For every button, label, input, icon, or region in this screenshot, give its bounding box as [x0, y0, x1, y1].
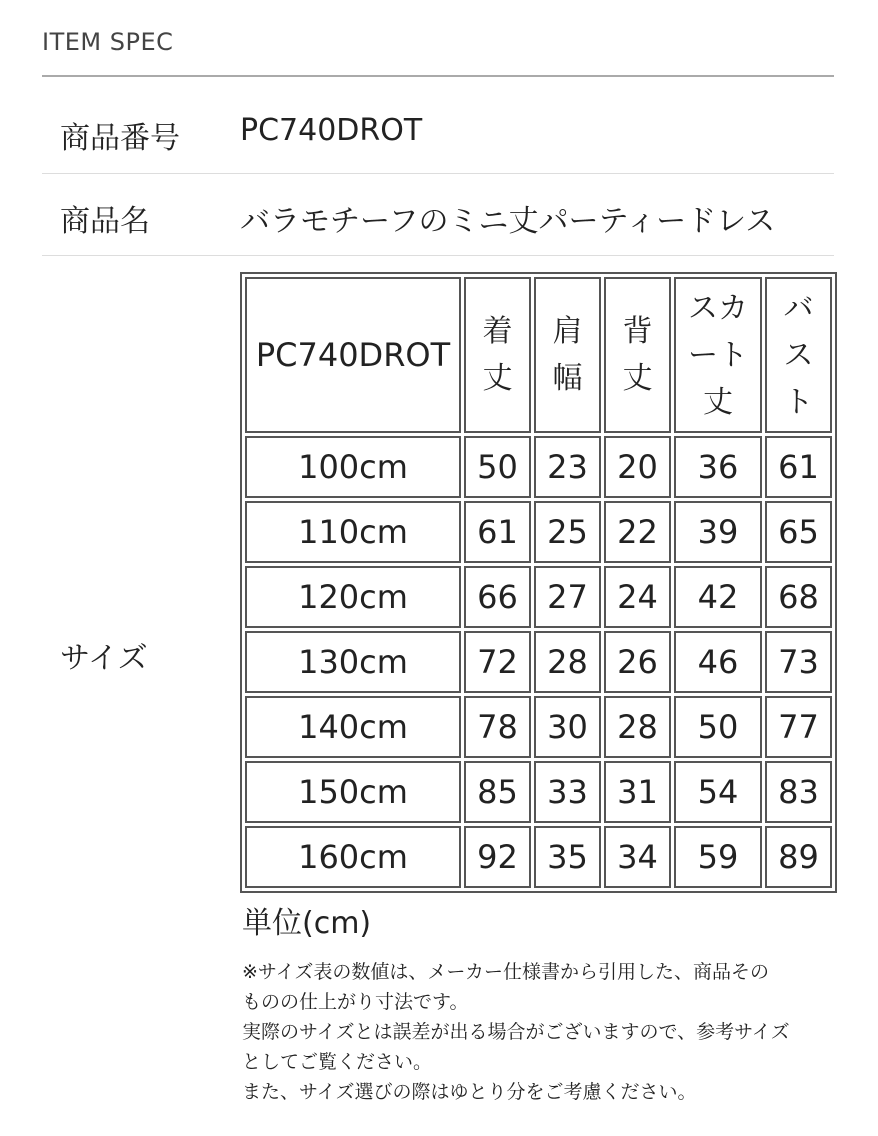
note-line: としてご覧ください。	[242, 1051, 433, 1073]
value-cell: 59	[674, 826, 762, 888]
value-cell: 27	[534, 566, 601, 628]
product-code-label: 商品番号	[60, 121, 180, 156]
size-table-header-back-length	[604, 277, 671, 433]
table-row	[245, 566, 832, 628]
value-cell: 61	[765, 436, 832, 498]
table-row	[245, 501, 832, 563]
table-row	[245, 761, 832, 823]
value-cell: 35	[534, 826, 601, 888]
value-cell: 50	[674, 696, 762, 758]
product-name-label: 商品名	[60, 204, 150, 239]
value-cell: 73	[765, 631, 832, 693]
value-cell: 66	[464, 566, 531, 628]
value-cell: 33	[534, 761, 601, 823]
value-cell: 65	[765, 501, 832, 563]
value-cell: 42	[674, 566, 762, 628]
size-table-header-text: スカート丈	[688, 290, 748, 420]
value-cell: 83	[765, 761, 832, 823]
value-cell: 68	[765, 566, 832, 628]
unit-label: 単位(cm)	[242, 906, 372, 941]
value-cell: 50	[464, 436, 531, 498]
value-cell: 46	[674, 631, 762, 693]
table-row	[245, 631, 832, 693]
table-row	[245, 436, 832, 498]
value-cell: 28	[604, 696, 671, 758]
table-row	[245, 826, 832, 888]
size-table-header-bust	[765, 277, 832, 433]
value-cell: 72	[464, 631, 531, 693]
size-table-header-text: 着丈	[482, 314, 513, 396]
value-cell: 22	[604, 501, 671, 563]
size-label: サイズ	[60, 641, 148, 676]
size-table-header-length	[464, 277, 531, 433]
value-cell: 34	[604, 826, 671, 888]
size-table-header-text: バスト	[783, 290, 814, 420]
value-cell: 61	[464, 501, 531, 563]
spec-row-product-code	[42, 78, 834, 174]
value-cell: 30	[534, 696, 601, 758]
size-cell: 160cm	[245, 826, 461, 888]
value-cell: 36	[674, 436, 762, 498]
size-table-header-shoulder	[534, 277, 601, 433]
note-line: ものの仕上がり寸法です。	[242, 991, 469, 1013]
size-cell: 100cm	[245, 436, 461, 498]
size-cell: 130cm	[245, 631, 461, 693]
value-cell: 89	[765, 826, 832, 888]
value-cell: 54	[674, 761, 762, 823]
value-cell: 23	[534, 436, 601, 498]
size-table-header-row	[245, 277, 832, 433]
value-cell: 26	[604, 631, 671, 693]
note-line: 実際のサイズとは誤差が出る場合がございますので、参考サイズ	[242, 1021, 790, 1043]
value-cell: 92	[464, 826, 531, 888]
value-cell: 77	[765, 696, 832, 758]
size-table-header-text: 背丈	[622, 314, 653, 396]
spec-row-product-name	[42, 174, 834, 256]
size-cell: 150cm	[245, 761, 461, 823]
size-cell: 110cm	[245, 501, 461, 563]
value-cell: 31	[604, 761, 671, 823]
size-notes	[242, 957, 832, 1107]
note-line: ※サイズ表の数値は、メーカー仕様書から引用した、商品その	[242, 961, 770, 983]
value-cell: 25	[534, 501, 601, 563]
title-divider	[42, 75, 834, 77]
size-table	[240, 272, 837, 893]
size-table-header-code: PC740DROT	[245, 277, 461, 433]
value-cell: 78	[464, 696, 531, 758]
value-cell: 85	[464, 761, 531, 823]
product-code-value: PC740DROT	[240, 113, 423, 148]
value-cell: 39	[674, 501, 762, 563]
size-cell: 120cm	[245, 566, 461, 628]
section-title: ITEM SPEC	[42, 28, 174, 56]
size-table-header-skirt-length	[674, 277, 762, 433]
size-table-header-text: 肩幅	[552, 314, 583, 396]
product-name-value: バラモチーフのミニ丈パーティードレス	[240, 204, 776, 239]
size-cell: 140cm	[245, 696, 461, 758]
value-cell: 20	[604, 436, 671, 498]
table-row	[245, 696, 832, 758]
note-line: また、サイズ選びの際はゆとり分をご考慮ください。	[242, 1081, 697, 1103]
value-cell: 24	[604, 566, 671, 628]
value-cell: 28	[534, 631, 601, 693]
